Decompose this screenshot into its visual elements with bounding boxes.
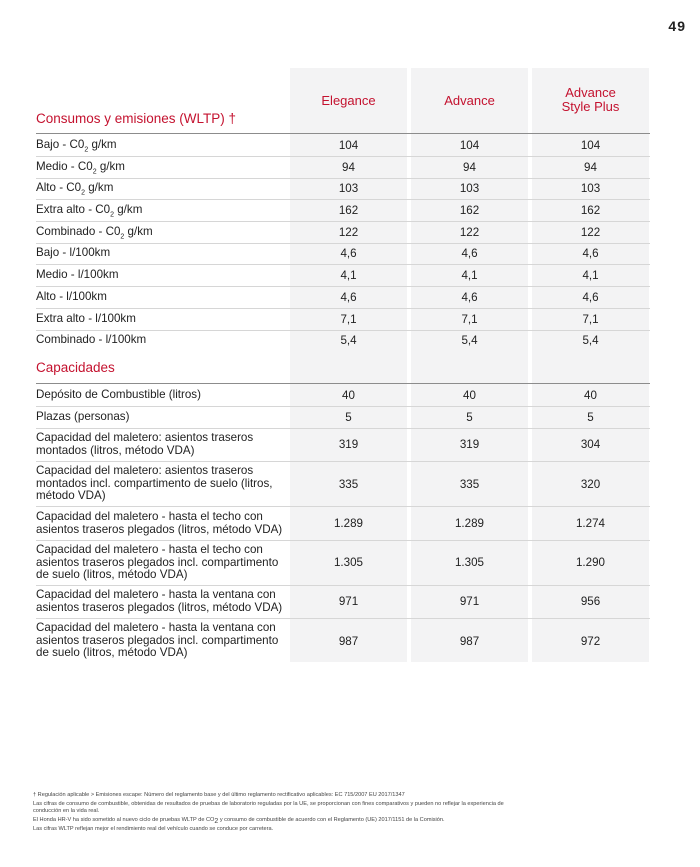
column-header: Advance Style Plus: [561, 85, 620, 114]
row-label: Capacidad del maletero - hasta la ventana con asientos traseros plegados (litros, método VDA): [36, 588, 283, 614]
cell-value: 4,6: [340, 291, 357, 304]
cell-value: 103: [580, 182, 601, 195]
cell-value: 1.290: [575, 556, 605, 569]
footnote: † Regulación aplicable > Emisiones escape: Número del reglamento base y del último reglamento rectificativo aplicables: EC 715/2007 EU 2017/1347: [33, 792, 405, 798]
column-bg-advance-style-plus: [532, 68, 649, 662]
cell-value: 972: [580, 635, 601, 648]
cell-value: 40: [342, 389, 355, 402]
cell-value: 40: [584, 389, 597, 402]
cell-value: 122: [459, 226, 480, 239]
cell-value: 122: [580, 226, 601, 239]
section-rule: [36, 133, 650, 134]
row-label: Capacidad del maletero - hasta el techo con asientos traseros plegados (litros, método VDA): [36, 510, 283, 536]
row-label: Combinado - l/100km: [36, 333, 147, 346]
cell-value: 1.289: [454, 517, 484, 530]
row-divider: [36, 506, 650, 507]
row-label: Alto - l/100km: [36, 290, 107, 303]
cell-value: 987: [338, 635, 359, 648]
cell-value: 971: [459, 595, 480, 608]
section-title-capacidades: Capacidades: [36, 360, 115, 375]
cell-value: 162: [338, 204, 359, 217]
row-label: Bajo - l/100km: [36, 246, 111, 259]
cell-value: 987: [459, 635, 480, 648]
cell-value: 1.305: [333, 556, 363, 569]
row-divider: [36, 461, 650, 462]
row-label: Capacidad del maletero - hasta el techo con asientos traseros plegados incl. compartimento de suelo (litros, método VDA): [36, 543, 279, 582]
cell-value: 319: [459, 438, 480, 451]
cell-value: 5: [587, 411, 594, 424]
cell-value: 971: [338, 595, 359, 608]
row-divider: [36, 199, 650, 200]
row-divider: [36, 330, 650, 331]
cell-value: 94: [584, 161, 597, 174]
section-title-consumos: Consumos y emisiones (WLTP) †: [36, 111, 237, 126]
cell-value: 7,1: [461, 313, 478, 326]
row-label: Extra alto - $C0_2$ g/km: [36, 203, 143, 219]
cell-value: 162: [459, 204, 480, 217]
cell-value: 4,6: [582, 247, 599, 260]
cell-value: 103: [338, 182, 359, 195]
footnotes: [33, 792, 513, 835]
cell-value: 4,1: [582, 269, 599, 282]
cell-value: 104: [580, 139, 601, 152]
row-label: Bajo - $C0_2$ g/km: [36, 138, 117, 154]
footnote: Las cifras de consumo de combustible, obtenidas de resultados de pruebas de laboratorio reguladas por la UE, se proporcionan con fines comparativos y pueden no reflejar la experiencia de conducción en la vida real.: [33, 800, 504, 814]
cell-value: 5,4: [340, 334, 357, 347]
cell-value: 5: [466, 411, 473, 424]
cell-value: 7,1: [582, 313, 599, 326]
column-bg-elegance: [290, 68, 407, 662]
cell-value: 162: [580, 204, 601, 217]
cell-value: 5,4: [461, 334, 478, 347]
cell-value: 4,1: [461, 269, 478, 282]
cell-value: 4,1: [340, 269, 357, 282]
cell-value: 40: [463, 389, 476, 402]
column-header: Advance: [444, 93, 495, 108]
section-rule: [36, 383, 650, 384]
column-header: Elegance: [321, 93, 376, 108]
row-divider: [36, 428, 650, 429]
row-label: Capacidad del maletero: asientos traseros montados incl. compartimento de suelo (litros, método VDA): [36, 464, 273, 503]
cell-value: 956: [580, 595, 601, 608]
row-divider: [36, 406, 650, 407]
row-label: Extra alto - l/100km: [36, 312, 136, 325]
row-label: Capacidad del maletero - hasta la ventana con asientos traseros plegados incl. compartimento de suelo (litros, método VDA): [36, 621, 279, 660]
cell-value: 4,6: [582, 291, 599, 304]
row-label: Medio - l/100km: [36, 268, 119, 281]
row-divider: [36, 243, 650, 244]
row-label: Capacidad del maletero: asientos traseros montados (litros, método VDA): [36, 431, 254, 457]
cell-value: 1.274: [575, 517, 605, 530]
row-label: Combinado - $C0_2$ g/km: [36, 225, 153, 241]
row-label: Medio - $C0_2$ g/km: [36, 160, 125, 176]
cell-value: 5,4: [582, 334, 599, 347]
cell-value: 103: [459, 182, 480, 195]
cell-value: 4,6: [461, 291, 478, 304]
cell-value: 104: [338, 139, 359, 152]
row-divider: [36, 540, 650, 541]
cell-value: 4,6: [340, 247, 357, 260]
cell-value: 122: [338, 226, 359, 239]
row-divider: [36, 221, 650, 222]
cell-value: 94: [342, 161, 355, 174]
page-number: 49: [668, 18, 686, 34]
cell-value: 94: [463, 161, 476, 174]
row-label: Alto - $C0_2$ g/km: [36, 181, 114, 197]
row-divider: [36, 156, 650, 157]
cell-value: 104: [459, 139, 480, 152]
cell-value: 4,6: [461, 247, 478, 260]
cell-value: 319: [338, 438, 359, 451]
row-divider: [36, 178, 650, 179]
cell-value: 335: [338, 478, 359, 491]
row-divider: [36, 264, 650, 265]
cell-value: 335: [459, 478, 480, 491]
row-label: Plazas (personas): [36, 410, 130, 423]
footnote: El Honda HR-V ha sido sometido al nuevo ciclo de pruebas WLTP de $CO_2$ y consumo de combustible de acuerdo con el Reglamento (UE) 2017/1151 de la Comisión.: [33, 816, 445, 825]
cell-value: 320: [580, 478, 601, 491]
row-divider: [36, 618, 650, 619]
row-divider: [36, 286, 650, 287]
column-bg-advance: [411, 68, 528, 662]
cell-value: 1.305: [454, 556, 484, 569]
row-label: Depósito de Combustible (litros): [36, 388, 201, 401]
cell-value: 304: [580, 438, 601, 451]
cell-value: 1.289: [333, 517, 363, 530]
footnote: Las cifras WLTP reflejan mejor el rendimiento real del vehículo cuando se conduce por carretera.: [33, 826, 274, 833]
row-divider: [36, 585, 650, 586]
cell-value: 5: [345, 411, 352, 424]
row-divider: [36, 308, 650, 309]
cell-value: 7,1: [340, 313, 357, 326]
